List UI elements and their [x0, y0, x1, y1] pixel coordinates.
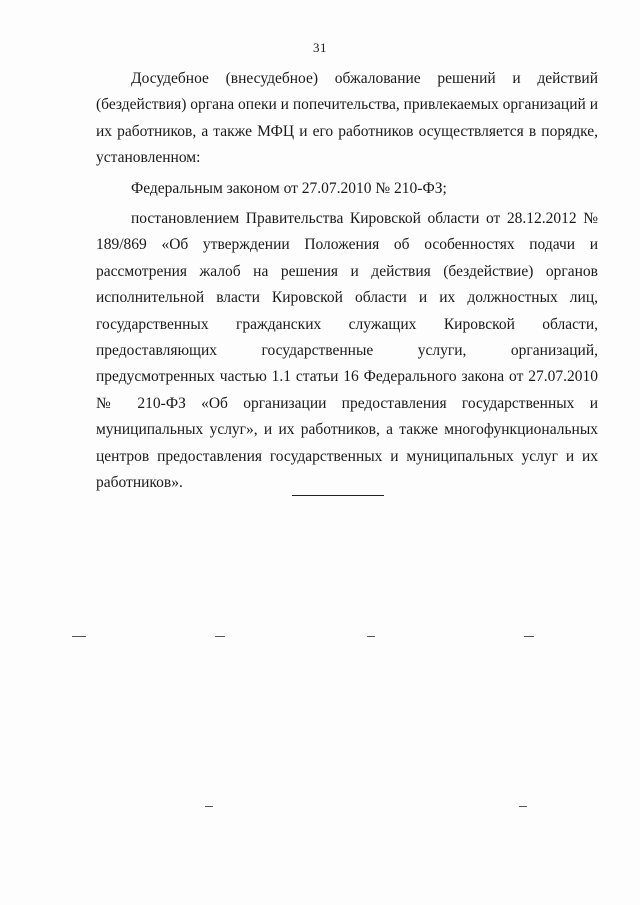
page-number: 31: [313, 40, 327, 55]
scan-speck: [72, 636, 86, 637]
paragraph-federal-law: Федеральным законом от 27.07.2010 № 210-ФЗ;: [131, 179, 447, 197]
scan-speck: [205, 806, 213, 807]
scan-speck: [519, 806, 527, 807]
end-separator-line: [292, 495, 384, 496]
scan-speck: [524, 636, 534, 637]
document-body: [96, 66, 598, 497]
scan-speck: [215, 636, 225, 637]
paragraph-appeal-procedure: Досудебное (внесудебное) обжалование решений и действий (бездействия) органа опеки и попечительства, привлекаемых организаций и их работников, а также МФЦ и его работников осуществляется в порядке, установленном:: [96, 70, 598, 167]
scan-speck: [367, 636, 375, 637]
paragraph-government-decree: постановлением Правительства Кировской области от 28.12.2012 № 189/869 «Об утверждении Положения об особенностях подачи и рассмотрения жалоб на решения и действия (бездействие) органов исполнительной власти Кировской области и их должностных лиц, государственных гражданских служащих Кировской области, предоставляющих государственные услуги, организаций, предусмотренных частью 1.1 статьи 16 Федерального закона от 27.07.2010 № 210-ФЗ «Об организации предоставления государственных и муниципальных услуг», и их работников, а также многофункциональных центров предоставления государственных и муниципальных услуг и их работников».: [96, 210, 598, 492]
